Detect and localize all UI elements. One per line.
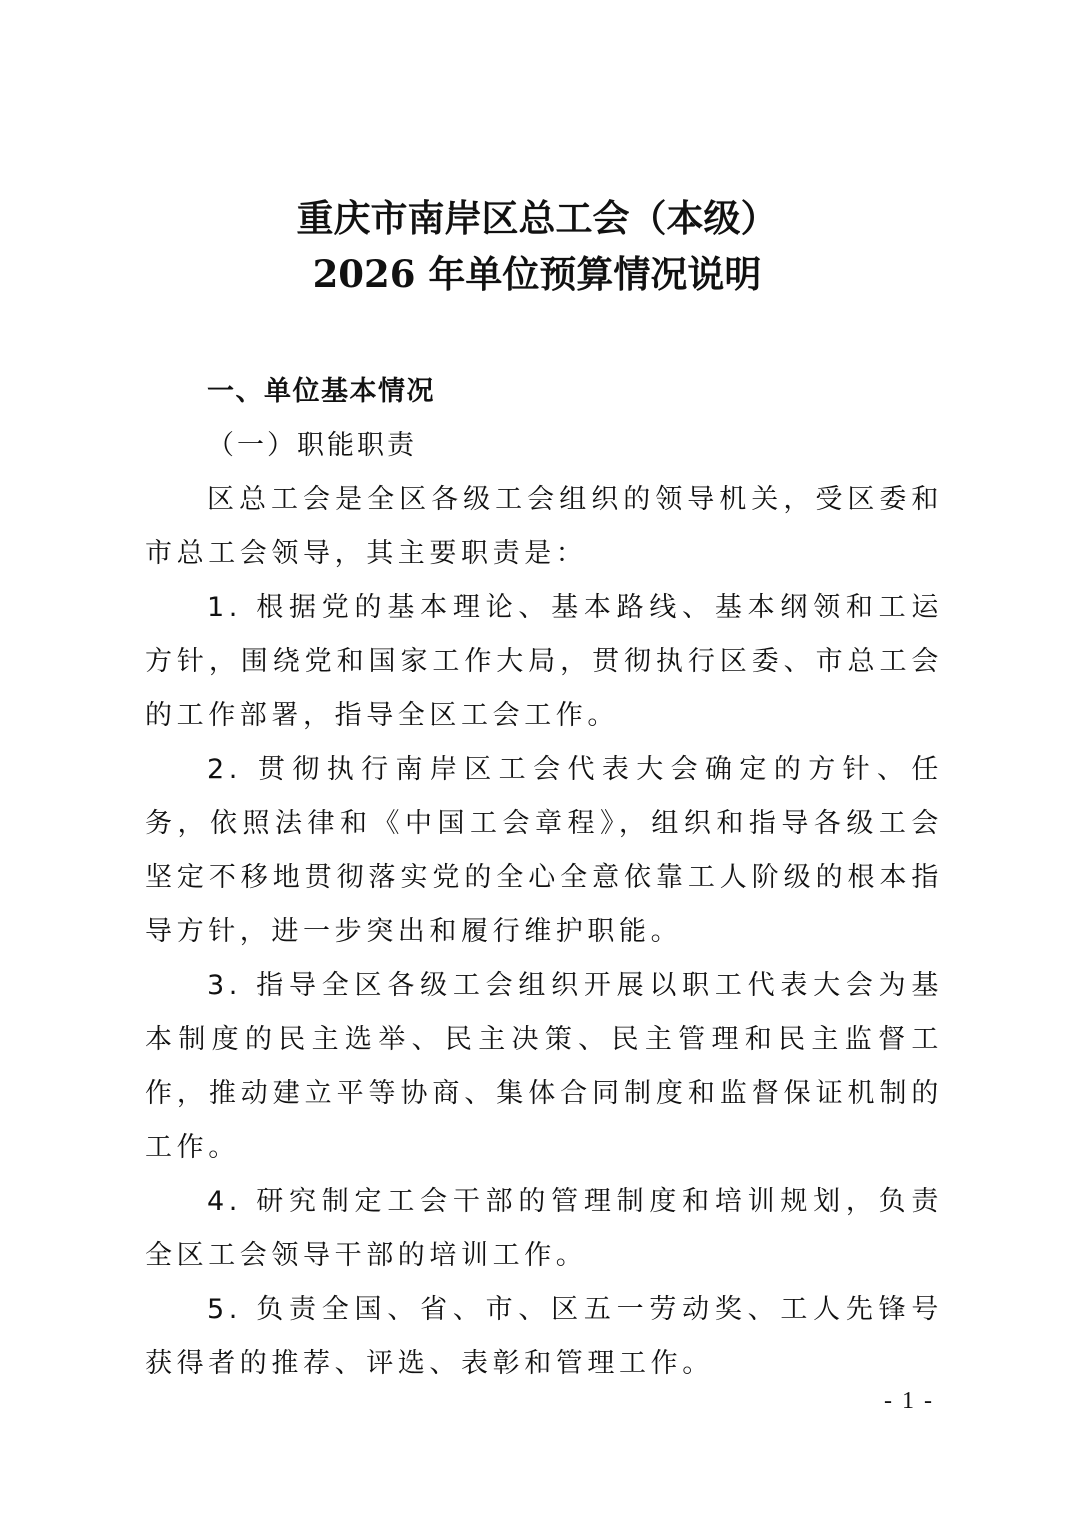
document-title-line-1: 重庆市南岸区总工会（本级） [296,196,778,240]
duty-item-2: 2. 贯彻执行南岸区工会代表大会确定的方针、任务，依照法律和《中国工会章程》，组织和指导各级工会坚定不移地贯彻落实党的全心全意依靠工人阶级的根本指导方针，进一步突出和履行维护职能。 [145,754,943,947]
page-number: - 1 - [884,1388,934,1414]
duty-item-5: 5. 负责全国、省、市、区五一劳动奖、工人先锋号获得者的推荐、评选、表彰和管理工作。 [145,1294,943,1379]
duty-item-4: 4. 研究制定工会干部的管理制度和培训规划，负责全区工会领导干部的培训工作。 [145,1186,943,1271]
section-heading: 一、单位基本情况 [207,376,435,407]
document-title-line-2: 2026 年单位预算情况说明 [312,252,762,296]
duty-item-3: 3. 指导全区各级工会组织开展以职工代表大会为基本制度的民主选举、民主决策、民主管理和民主监督工作，推动建立平等协商、集体合同制度和监督保证机制的工作。 [145,970,943,1163]
intro-paragraph: 区总工会是全区各级工会组织的领导机关，受区委和市总工会领导，其主要职责是： [145,484,943,569]
subsection-heading: （一）职能职责 [207,430,417,461]
duty-item-1: 1. 根据党的基本理论、基本路线、基本纲领和工运方针，围绕党和国家工作大局，贯彻执行区委、市总工会的工作部署，指导全区工会工作。 [145,592,943,731]
document-body [145,365,943,1391]
